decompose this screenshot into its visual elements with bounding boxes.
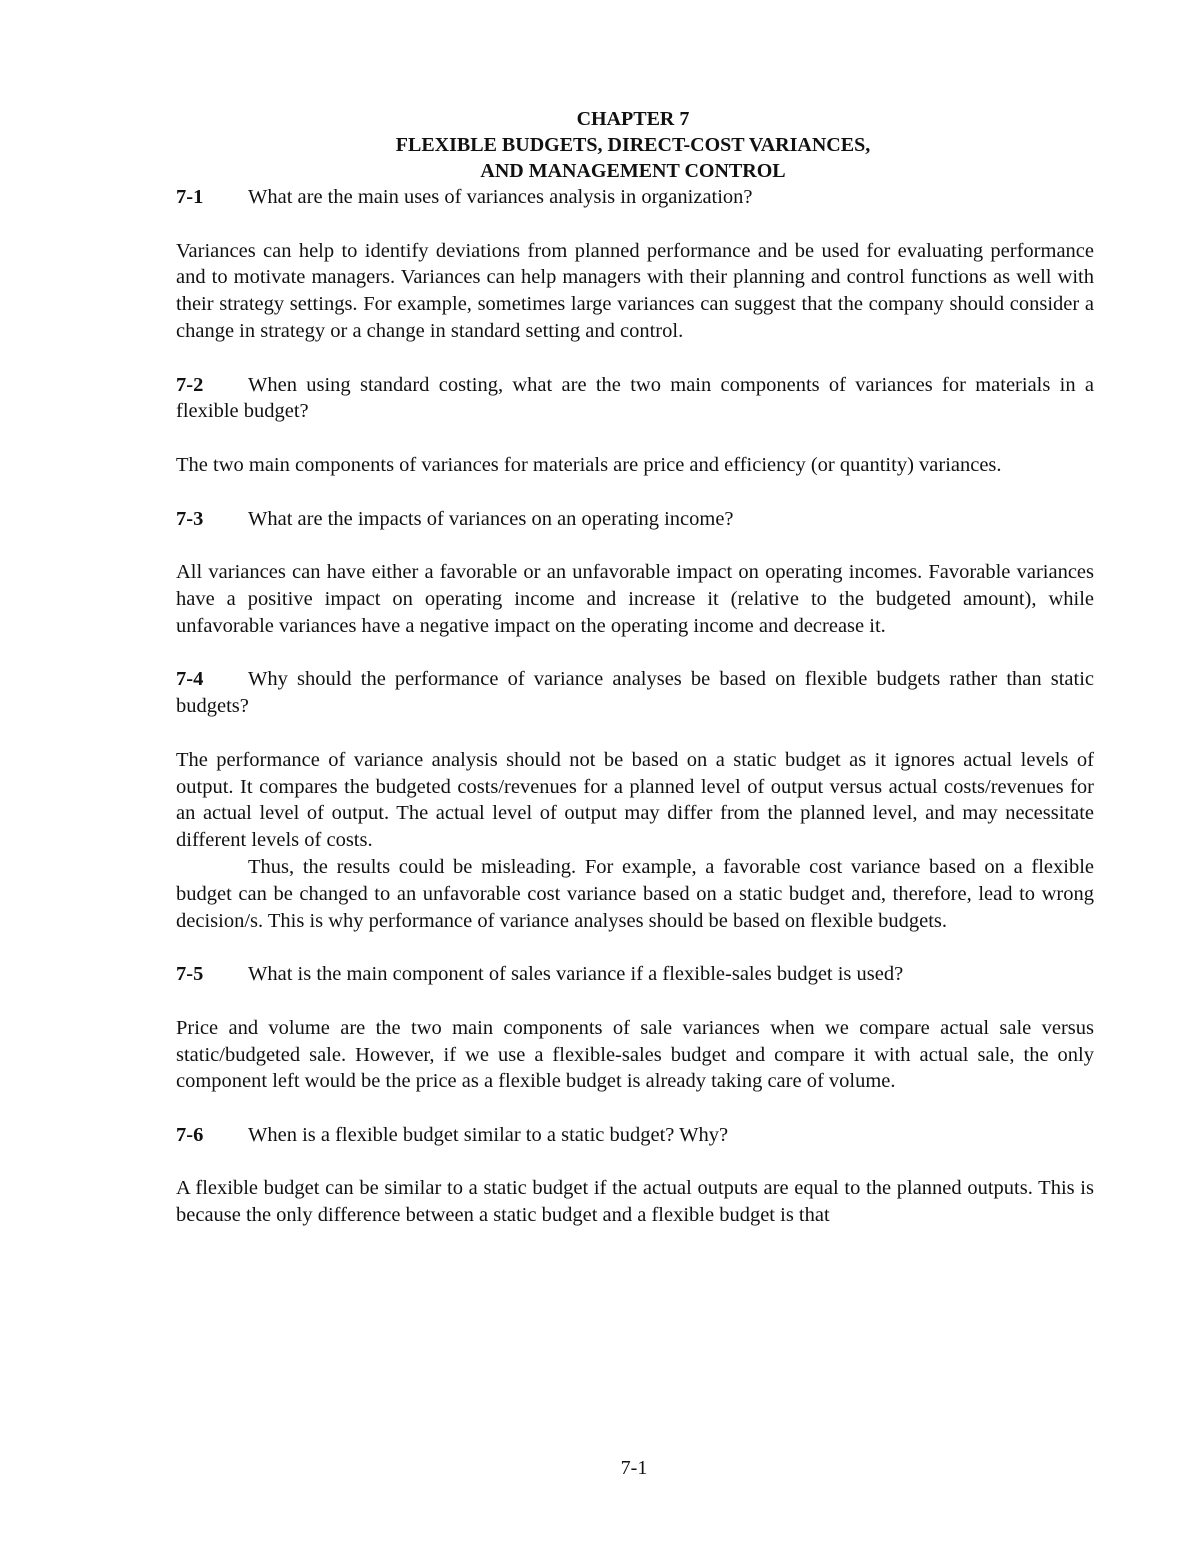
question-text: What is the main component of sales variance if a flexible-sales budget is used?: [248, 963, 904, 986]
answer-7-6: A flexible budget can be similar to a static budget if the actual outputs are equal to the planned outputs. This is because the only difference between a static budget and a flexible budget is that: [176, 1177, 1094, 1227]
chapter-subtitle-line1: FLEXIBLE BUDGETS, DIRECT-COST VARIANCES,: [395, 134, 871, 156]
question-text: When using standard costing, what are the two main components of variances for materials in a flexible budget?: [176, 373, 1094, 423]
question-7-1: [176, 184, 1094, 211]
question-number: 7-3: [176, 507, 204, 530]
document-page: [176, 106, 1094, 1229]
question-7-2: [176, 372, 1094, 426]
question-text: What are the impacts of variances on an operating income?: [248, 507, 734, 530]
question-number: 7-2: [176, 373, 204, 396]
question-number: 7-4: [176, 668, 204, 691]
chapter-header: [172, 106, 1094, 184]
question-7-3: [176, 506, 1094, 533]
question-number: 7-5: [176, 963, 204, 986]
answer-7-4-paragraph-1: The performance of variance analysis should not be based on a static budget as it ignores actual levels of output. It compares the budgeted costs/revenues for a planned level of output versus actual costs/revenues for an actual level of output. The actual level of output may differ from the planned level, and may necessitate different levels of costs.: [176, 748, 1094, 852]
question-7-6: [176, 1122, 1094, 1149]
question-text: When is a flexible budget similar to a static budget? Why?: [248, 1123, 729, 1146]
question-number: 7-1: [176, 186, 204, 208]
answer-7-1: Variances can help to identify deviations from planned performance and be used for evaluating performance and to motivate managers. Variances can help managers with their planning and control functions as well with their strategy settings. For example, sometimes large variances can suggest that the company should consider a change in strategy or a change in standard setting and control.: [176, 239, 1094, 342]
answer-7-5: Price and volume are the two main components of sale variances when we compare actual sale versus static/budgeted sale. However, if we use a flexible-sales budget and compare it with actual sale, the only component left would be the price as a flexible budget is already taking care of volume.: [176, 1016, 1094, 1093]
chapter-subtitle-line2: AND MANAGEMENT CONTROL: [480, 160, 786, 182]
question-text: Why should the performance of variance analyses be based on flexible budgets rather than static budgets?: [176, 668, 1094, 718]
chapter-title: CHAPTER 7: [576, 108, 690, 130]
question-7-4: [176, 666, 1094, 720]
answer-7-2: The two main components of variances for materials are price and efficiency (or quantity) variances.: [176, 453, 1002, 476]
answer-7-4-paragraph-2: Thus, the results could be misleading. For example, a favorable cost variance based on a flexible budget can be changed to an unfavorable cost variance based on a static budget and, therefore, lead to wrong decision/s. This is why performance of variance analyses should be based on flexible budgets.: [176, 855, 1094, 932]
page-number: 7-1: [620, 1457, 648, 1479]
answer-7-3: All variances can have either a favorable or an unfavorable impact on operating incomes. Favorable variances have a positive impact on operating income and increase it (relative to the budgeted amount), while unfavorable variances have a negative impact on the operating income and decrease it.: [176, 561, 1094, 637]
question-7-5: [176, 961, 1094, 988]
question-text: What are the main uses of variances analysis in organization?: [248, 186, 753, 208]
question-number: 7-6: [176, 1123, 204, 1146]
